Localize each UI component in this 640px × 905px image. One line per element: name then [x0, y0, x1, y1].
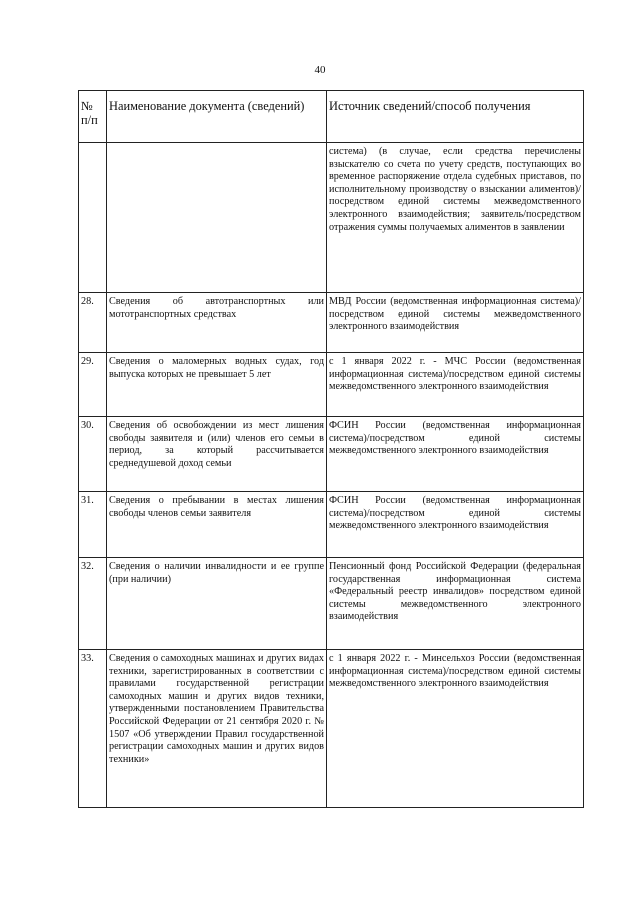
header-source: Источник сведений/способ получения [327, 91, 584, 143]
row-num: 33. [79, 650, 107, 808]
table-row [79, 650, 584, 808]
row-source: с 1 января 2022 г. - МЧС России (ведомственная информационная система)/посредством единой системы межведомственного электронного взаимодействия [327, 353, 584, 417]
row-name: Сведения о самоходных машинах и других видах техники, зарегистрированных в соответствии с правилами государственной регистрации самоходных машин и других видов техники, утвержденными постановлением Правительства Российской Федерации от 21 сентября 2020 г. № 1507 «Об утверждении Правил государственной регистрации самоходных машин и других видов техники» [107, 650, 327, 808]
row-name [107, 143, 327, 293]
row-name: Сведения об освобождении из мест лишения свободы заявителя и (или) членов его семьи в период, за который рассчитывается среднедушевой доход семьи [107, 417, 327, 492]
row-name: Сведения о наличии инвалидности и ее группе (при наличии) [107, 558, 327, 650]
row-num: 29. [79, 353, 107, 417]
row-source: МВД России (ведомственная информационная система)/посредством единой системы межведомственного электронного взаимодействия [327, 293, 584, 353]
row-num: 28. [79, 293, 107, 353]
row-source: с 1 января 2022 г. - Минсельхоз России (ведомственная информационная система)/посредством единой системы межведомственного электронного взаимодействия [327, 650, 584, 808]
table-row [79, 492, 584, 558]
row-name: Сведения о пребывании в местах лишения свободы членов семьи заявителя [107, 492, 327, 558]
row-num [79, 143, 107, 293]
row-source: ФСИН России (ведомственная информационная система)/посредством единой системы межведомственного электронного взаимодействия [327, 417, 584, 492]
row-source: Пенсионный фонд Российской Федерации (федеральная государственная информационная система «Федеральный реестр инвалидов» посредством единой системы межведомственного электронного взаимодействия [327, 558, 584, 650]
row-source: система) (в случае, если средства перечислены взыскателю со счета по учету средств, поступающих во временное распоряжение отдела судебных приставов, по исполнительному производству о взыскании алиментов)/посредством единой системы межведомственного электронного взаимодействия; заявитель/посредством отражения суммы получаемых алиментов в заявлении [327, 143, 584, 293]
row-num: 31. [79, 492, 107, 558]
header-row [79, 91, 584, 143]
row-num: 32. [79, 558, 107, 650]
table-row [79, 143, 584, 293]
table-row [79, 558, 584, 650]
table-row [79, 417, 584, 492]
row-name: Сведения об автотранспортных или мототранспортных средствах [107, 293, 327, 353]
table-row [79, 293, 584, 353]
row-num: 30. [79, 417, 107, 492]
page-number: 40 [314, 64, 326, 76]
documents-table [78, 90, 584, 808]
header-num: № п/п [79, 91, 107, 143]
header-name: Наименование документа (сведений) [107, 91, 327, 143]
row-source: ФСИН России (ведомственная информационная система)/посредством единой системы межведомственного электронного взаимодействия [327, 492, 584, 558]
row-name: Сведения о маломерных водных судах, год выпуска которых не превышает 5 лет [107, 353, 327, 417]
table-row [79, 353, 584, 417]
table-header [79, 91, 584, 143]
